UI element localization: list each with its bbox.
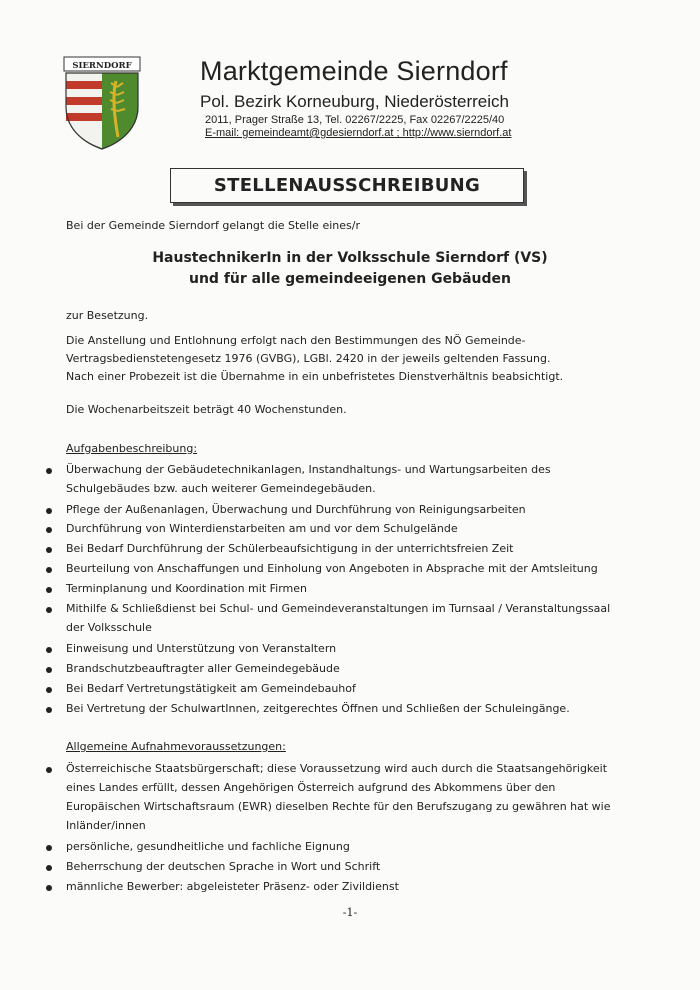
list-item: Österreichische Staatsbürgerschaft; diese Voraussetzung wird auch durch die Staatsangehörigkeit (66, 762, 608, 775)
bullet-icon (46, 667, 52, 673)
list-item: Inländer/innen (66, 819, 146, 832)
position-title-line2: und für alle gemeindeeigenen Gebäuden (189, 271, 511, 287)
intro-text: Bei der Gemeinde Sierndorf gelangt die Stelle eines/r (66, 219, 360, 232)
employment-line: Nach einer Probezeit ist die Übernahme in ein unbefristetes Dienstverhältnis beabsichtigt. (66, 370, 564, 383)
list-item: Bei Bedarf Vertretungstätigkeit am Gemeindebauhof (66, 682, 356, 695)
bullet-icon (46, 687, 52, 693)
bullet-icon (46, 508, 52, 514)
working-hours: Die Wochenarbeitszeit beträgt 40 Wochenstunden. (66, 403, 347, 416)
bullet-icon (46, 767, 52, 773)
list-item: Pflege der Außenanlagen, Überwachung und Durchführung von Reinigungsarbeiten (66, 503, 526, 516)
list-item: Durchführung von Winterdienstarbeiten am und vor dem Schulgelände (66, 522, 458, 535)
list-item: der Volksschule (66, 621, 152, 634)
page-number: -1- (342, 906, 358, 919)
requirements-heading: Allgemeine Aufnahmevoraussetzungen: (66, 740, 286, 753)
municipality-title: Marktgemeinde Sierndorf (200, 56, 508, 86)
bullet-icon (46, 885, 52, 891)
list-item: Beherrschung der deutschen Sprache in Wort und Schrift (66, 860, 381, 873)
contact-line[interactable]: E-mail: gemeindeamt@gdesierndorf.at ; http://www.sierndorf.at (205, 127, 512, 139)
list-item: Beurteilung von Anschaffungen und Einholung von Angeboten in Absprache mit der Amtsleitung (66, 562, 598, 575)
crest-label: SIERNDORF (72, 61, 132, 71)
position-title-line1: HaustechnikerIn in der Volksschule Sierndorf (VS) (152, 250, 548, 266)
document-title: STELLENAUSSCHREIBUNG (170, 168, 524, 203)
bullet-icon (46, 845, 52, 851)
list-item: Einweisung und Unterstützung von Veranstaltern (66, 642, 337, 655)
bullet-icon (46, 647, 52, 653)
bullet-icon (46, 567, 52, 573)
bullet-icon (46, 865, 52, 871)
list-item: persönliche, gesundheitliche und fachliche Eignung (66, 840, 350, 853)
tasks-heading: Aufgabenbeschreibung: (66, 442, 198, 455)
list-item: männliche Bewerber: abgeleisteter Präsenz- oder Zivildienst (66, 880, 399, 893)
bullet-icon (46, 547, 52, 553)
bullet-icon (46, 527, 52, 533)
bullet-icon (46, 707, 52, 713)
list-item: Mithilfe & Schließdienst bei Schul- und Gemeindeveranstaltungen im Turnsaal / Veranstaltungssaal (66, 602, 611, 615)
employment-line: Die Anstellung und Entlohnung erfolgt nach den Bestimmungen des NÖ Gemeinde- (66, 334, 526, 347)
list-item: Überwachung der Gebäudetechnikanlagen, Instandhaltungs- und Wartungsarbeiten des (66, 463, 551, 476)
bullet-icon (46, 468, 52, 474)
list-item: Bei Bedarf Durchführung der Schülerbeaufsichtigung in der unterrichtsfreien Zeit (66, 542, 514, 555)
list-item: eines Landes erfüllt, dessen Angehörigen Österreich aufgrund des Abkommens über den (66, 781, 556, 794)
list-item: Schulgebäudes bzw. auch weiterer Gemeindegebäuden. (66, 482, 376, 495)
list-item: Terminplanung und Koordination mit Firmen (66, 582, 308, 595)
district-subtitle: Pol. Bezirk Korneuburg, Niederösterreich (200, 92, 509, 111)
besetzung-text: zur Besetzung. (66, 309, 149, 322)
address-line: 2011, Prager Straße 13, Tel. 02267/2225, Fax 02267/2225/40 (205, 114, 505, 126)
bullet-icon (46, 607, 52, 613)
bullet-icon (46, 587, 52, 593)
coat-of-arms-icon (62, 55, 142, 151)
list-item: Europäischen Wirtschaftsraum (EWR) dieselben Rechte für den Berufszugang zu gewähren hat wie (66, 800, 611, 813)
employment-line: Vertragsbedienstetengesetz 1976 (GVBG), LGBl. 2420 in der jeweils geltenden Fassung. (66, 352, 551, 365)
list-item: Bei Vertretung der SchulwartInnen, zeitgerechtes Öffnen und Schließen der Schuleingänge. (66, 702, 570, 715)
list-item: Brandschutzbeauftragter aller Gemeindegebäude (66, 662, 340, 675)
